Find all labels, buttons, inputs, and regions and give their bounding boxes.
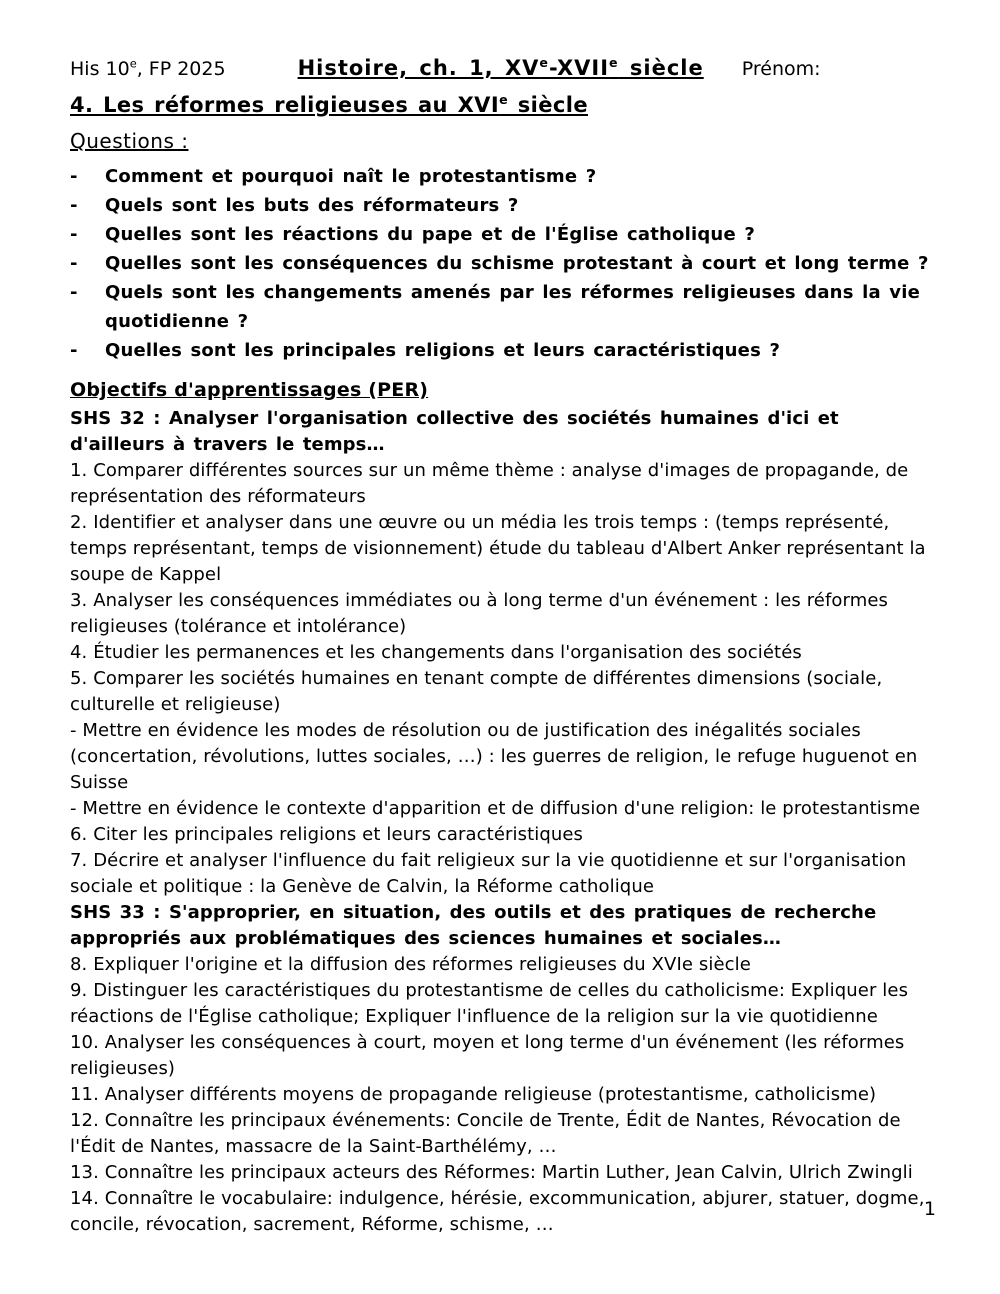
question-item (70, 220, 938, 249)
objective-item: 8. Expliquer l'origine et la diffusion des réformes religieuses du XVIe siècle (70, 954, 751, 975)
section-title-part2: siècle (508, 93, 588, 117)
question-item (70, 162, 938, 191)
chapter-title-part2: -XVII (548, 56, 610, 80)
objectives-paragraphs (70, 406, 938, 1238)
bullet-dash: - (70, 224, 78, 245)
question-item (70, 249, 938, 278)
question-text: Quelles sont les réactions du pape et de l'Église catholique ? (105, 224, 755, 245)
objective-item: - Mettre en évidence le contexte d'apparition et de diffusion d'une religion: le protestantisme (70, 798, 921, 819)
section-title-part1: 4. Les réformes religieuses au XVI (70, 93, 500, 117)
question-item (70, 278, 938, 336)
questions-list (70, 162, 938, 365)
bullet-dash: - (70, 340, 78, 361)
bullet-dash: - (70, 282, 78, 303)
document-header (70, 56, 938, 80)
bullet-dash: - (70, 166, 78, 187)
chapter-title (298, 56, 704, 80)
objective-item: 9. Distinguer les caractéristiques du protestantisme de celles du catholicisme: Expliquer les réactions de l'Église catholique; Expliquer l'influence de la religion sur la vie quotidienne (70, 980, 909, 1027)
bullet-dash: - (70, 253, 78, 274)
question-text: Quelles sont les principales religions et leurs caractéristiques ? (105, 340, 781, 361)
question-text: Quels sont les changements amenés par les réformes religieuses dans la vie quotidienne ? (105, 282, 920, 332)
objective-section-heading: SHS 32 : Analyser l'organisation collective des sociétés humaines d'ici et d'ailleurs à travers le temps… (70, 408, 839, 455)
question-text: Quelles sont les conséquences du schisme protestant à court et long terme ? (105, 253, 929, 274)
course-label-text: His 10 (70, 58, 130, 80)
objective-item: 3. Analyser les conséquences immédiates ou à long terme d'un événement : les réformes religieuses (tolérance et intolérance) (70, 590, 888, 637)
page-number: 1 (923, 1198, 936, 1220)
objective-item: 14. Connaître le vocabulaire: indulgence, hérésie, excommunication, abjurer, statuer, dogme, concile, révocation, sacrement, Réforme, schisme, … (70, 1188, 925, 1235)
section-title-sup: e (499, 92, 509, 107)
objective-item: 11. Analyser différents moyens de propagande religieuse (protestantisme, catholicisme) (70, 1084, 877, 1105)
objective-item: 10. Analyser les conséquences à court, moyen et long terme d'un événement (les réformes religieuses) (70, 1032, 905, 1079)
question-item (70, 336, 938, 365)
name-label: Prénom: (741, 58, 821, 80)
objective-item: 2. Identifier et analyser dans une œuvre ou un média les trois temps : (temps représenté, temps représentant, temps de visionnement) étude du tableau d'Albert Anker représentant la soupe de Kappel (70, 512, 926, 585)
chapter-title-sup2: e (609, 55, 619, 70)
question-text: Comment et pourquoi naît le protestantisme ? (105, 166, 597, 187)
objective-item: 4. Étudier les permanences et les changements dans l'organisation des sociétés (70, 642, 802, 663)
question-text: Quels sont les buts des réformateurs ? (105, 195, 519, 216)
chapter-title-part1: Histoire, ch. 1, XV (297, 56, 540, 80)
section-title (70, 93, 938, 117)
course-label (70, 58, 226, 80)
objective-item: 5. Comparer les sociétés humaines en tenant compte de différentes dimensions (sociale, culturelle et religieuse) (70, 668, 883, 715)
course-superscript: e (129, 56, 137, 71)
objective-item: - Mettre en évidence les modes de résolution ou de justification des inégalités sociales (concertation, révolutions, luttes sociales, …) : les guerres de religion, le refuge huguenot en Suisse (70, 720, 918, 793)
chapter-title-sup1: e (539, 55, 549, 70)
chapter-title-part3: siècle (618, 56, 704, 80)
course-label-suffix: , FP 2025 (136, 58, 226, 80)
questions-heading: Questions : (70, 129, 189, 153)
objective-item: 13. Connaître les principaux acteurs des Réformes: Martin Luther, Jean Calvin, Ulrich Zwingli (70, 1162, 913, 1183)
objectives-heading: Objectifs d'apprentissages (PER) (70, 379, 429, 401)
objective-item: 1. Comparer différentes sources sur un même thème : analyse d'images de propagande, de représentation des réformateurs (70, 460, 909, 507)
objective-item: 6. Citer les principales religions et leurs caractéristiques (70, 824, 584, 845)
objective-item: 7. Décrire et analyser l'influence du fait religieux sur la vie quotidienne et sur l'organisation sociale et politique : la Genève de Calvin, la Réforme catholique (70, 850, 907, 897)
bullet-dash: - (70, 195, 78, 216)
question-item (70, 191, 938, 220)
objective-section-heading: SHS 33 : S'approprier, en situation, des outils et des pratiques de recherche appropriés aux problématiques des sciences humaines et sociales… (70, 902, 877, 949)
objective-item: 12. Connaître les principaux événements: Concile de Trente, Édit de Nantes, Révocation de l'Édit de Nantes, massacre de la Saint-Barthélémy, … (70, 1110, 901, 1157)
